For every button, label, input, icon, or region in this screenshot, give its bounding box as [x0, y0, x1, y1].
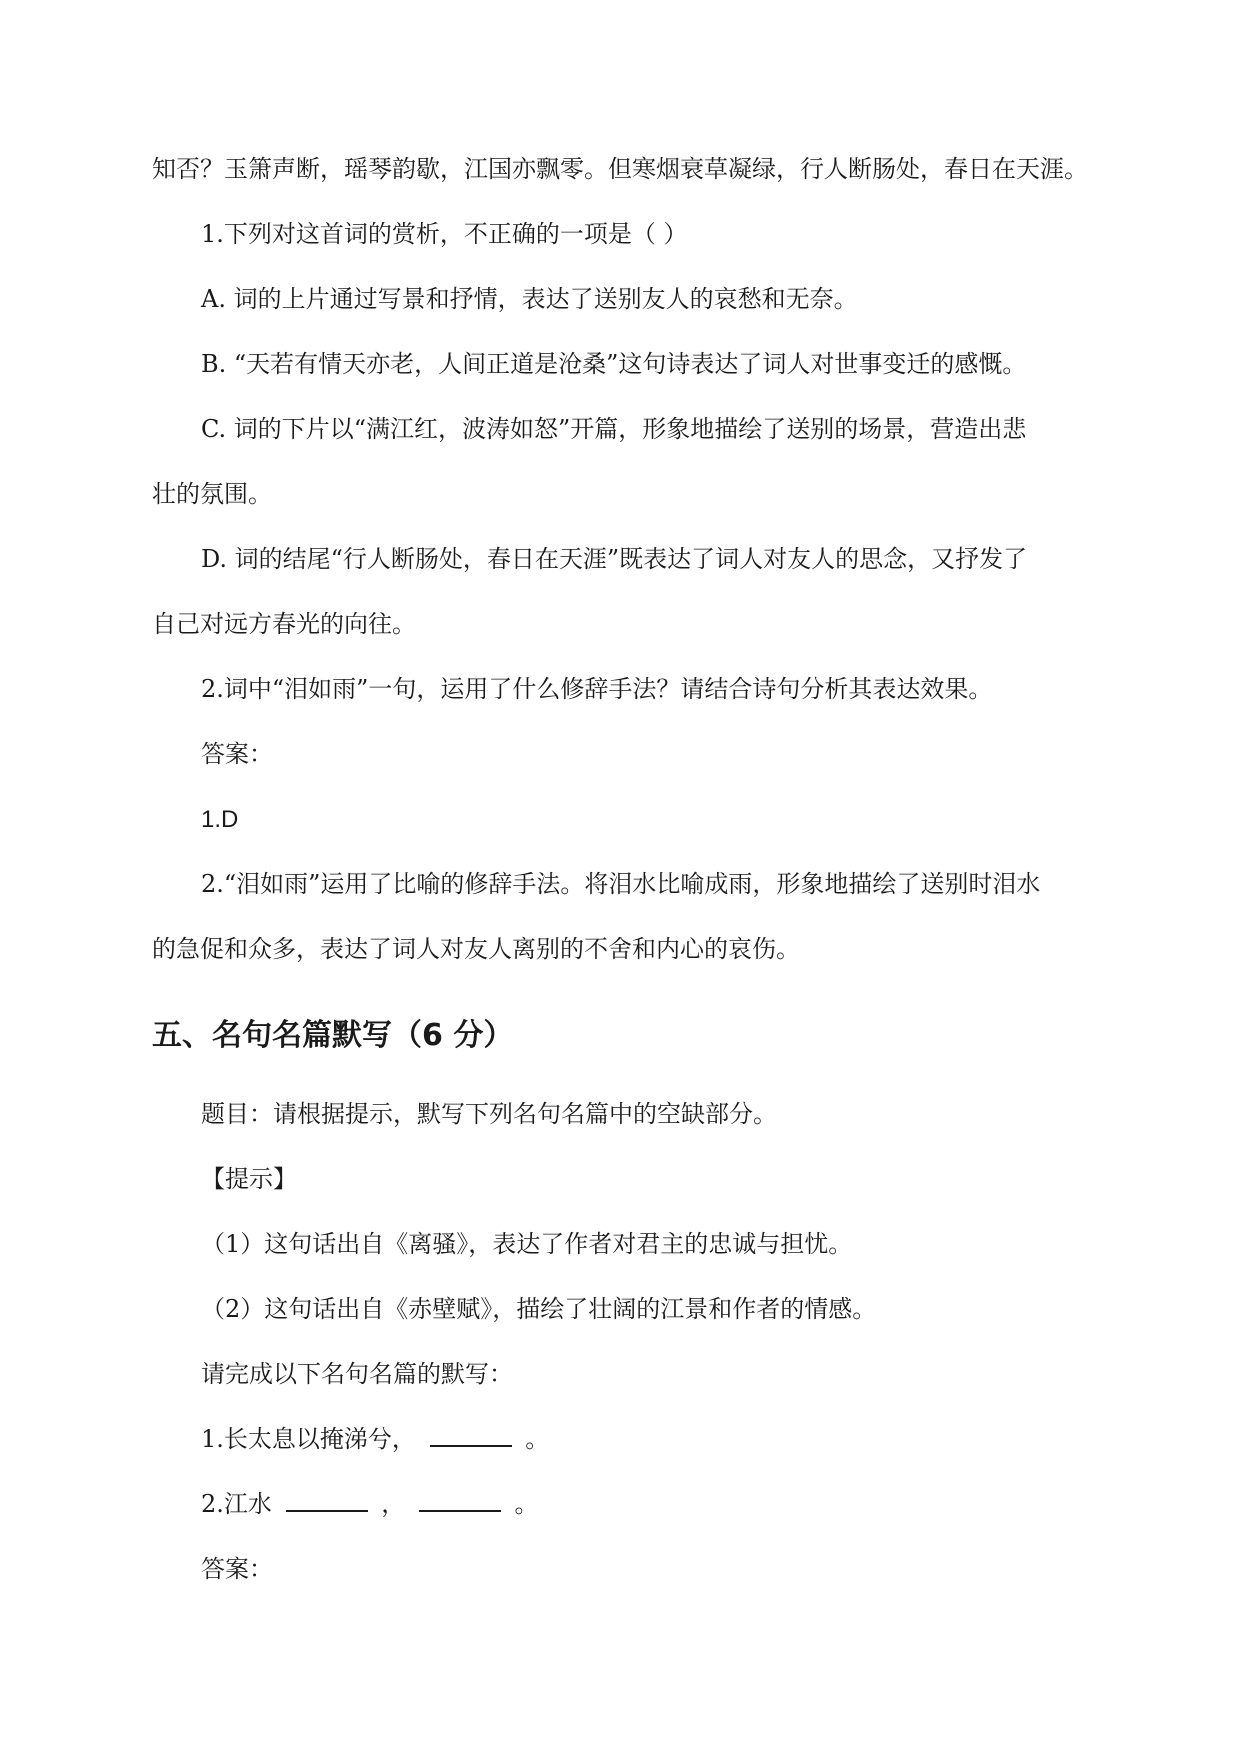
- answer-1: 1.D: [201, 806, 239, 833]
- dictation-blank-2[interactable]: [286, 1488, 368, 1512]
- dictation-item-2-prefix: 2.江水: [201, 1490, 272, 1518]
- dictation-item-1: [152, 1407, 1092, 1472]
- option-a: A. 词的上片通过写景和抒情，表达了送别友人的哀愁和无奈。: [201, 285, 858, 313]
- dictation-blank-1[interactable]: [430, 1423, 512, 1447]
- answer-2-line-2: 的急促和众多，表达了词人对友人离别的不舍和内心的哀伤。: [152, 935, 800, 963]
- document-page: [152, 137, 1092, 1602]
- answer-label: 答案：: [201, 740, 273, 768]
- dictation-item-2-suffix: 。: [514, 1490, 539, 1518]
- option-c-line-2: 壮的氛围。: [152, 480, 272, 508]
- dictation-item-2-middle: ，: [381, 1490, 406, 1518]
- hint-2: （2）这句话出自《赤壁赋》，描绘了壮阔的江景和作者的情感。: [201, 1295, 877, 1323]
- option-b: B. “天若有情天亦老，人间正道是沧桑”这句诗表达了词人对世事变迁的感慨。: [201, 350, 1027, 378]
- dictation-blank-3[interactable]: [419, 1488, 501, 1512]
- option-d-line-1: D. 词的结尾“行人断肠处，春日在天涯”既表达了词人对友人的思念，又抒发了: [201, 545, 1028, 573]
- answer-2-line-1: 2.“泪如雨”运用了比喻的修辞手法。将泪水比喻成雨，形象地描绘了送别时泪水: [201, 870, 1041, 898]
- option-c-line-1: C. 词的下片以“满江红，波涛如怒”开篇，形象地描绘了送别的场景，营造出悲: [201, 415, 1027, 443]
- dictation-item-1-prefix: 1.长太息以掩涕兮，: [201, 1425, 416, 1453]
- section-5-heading: 五、名句名篇默写（6 分）: [152, 1018, 514, 1053]
- section-5-answer-label: 答案：: [201, 1555, 273, 1583]
- dictation-instruction: 请完成以下名句名篇的默写：: [201, 1360, 513, 1388]
- hint-label: 【提示】: [201, 1165, 297, 1193]
- dictation-item-2: [152, 1472, 1092, 1537]
- option-d-line-2: 自己对远方春光的向往。: [152, 610, 416, 638]
- section-5-prompt: 题目：请根据提示，默写下列名句名篇中的空缺部分。: [201, 1100, 777, 1128]
- poem-continuation: 知否？玉箫声断，瑶琴韵歇，江国亦飘零。但寒烟衰草凝绿，行人断肠处，春日在天涯。: [152, 155, 1088, 183]
- dictation-item-1-suffix: 。: [525, 1425, 550, 1453]
- question-1-stem: 1.下列对这首词的赏析，不正确的一项是（ ）: [201, 220, 688, 248]
- question-2-stem: 2.词中“泪如雨”一句，运用了什么修辞手法？请结合诗句分析其表达效果。: [201, 675, 993, 703]
- hint-1: （1）这句话出自《离骚》，表达了作者对君主的忠诚与担忧。: [201, 1230, 853, 1258]
